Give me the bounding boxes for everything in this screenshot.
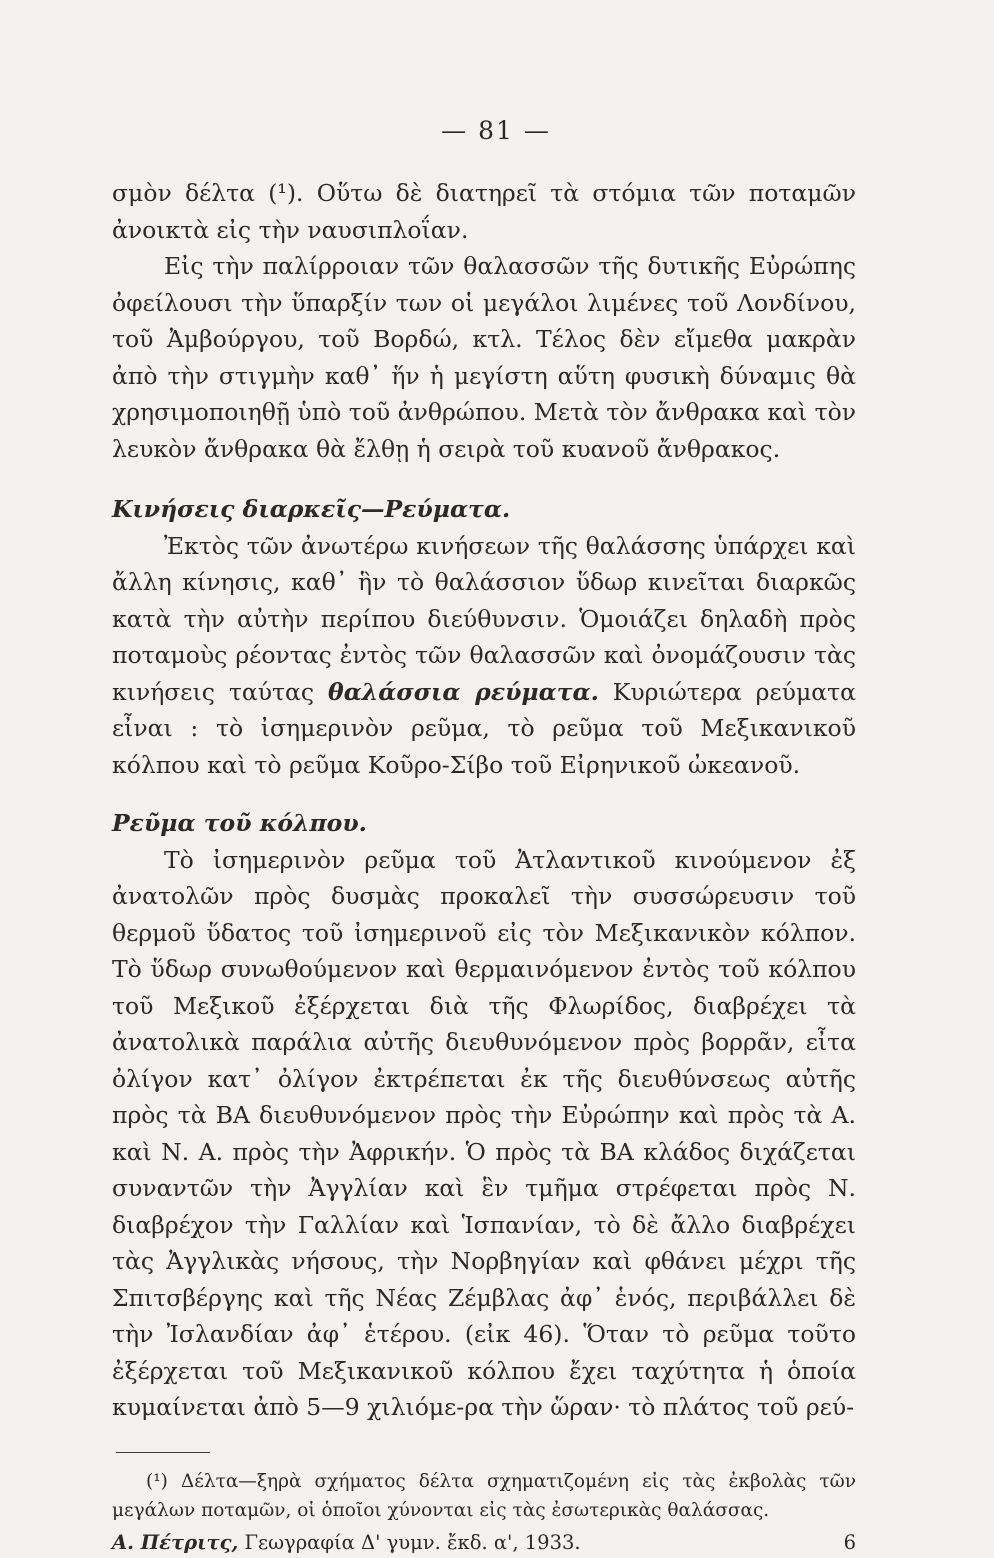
paragraph-3-part-b: Κυριώτερα ρεύματα εἶναι : τὸ ἰσημερινὸν ρεῦμα, τὸ ρεῦμα τοῦ Μεξικανικοῦ κόλπου καὶ τὸ ρεῦμα Κοῦρο-Σίβο τοῦ Εἰρηνικοῦ ὠκεανοῦ.	[112, 677, 856, 779]
paragraph-4: Τὸ ἰσημερινὸν ρεῦμα τοῦ Ἀτλαντικοῦ κινούμενον ἐξ ἀνατολῶν πρὸς δυσμὰς προκαλεῖ τὴν συσσώρευσιν τοῦ θερμοῦ ὕδατος τοῦ ἰσημερινοῦ εἰς τὸν Μεξικανικὸν κόλπον. Τὸ ὕδωρ συνωθούμενον καὶ θερμαινόμενον ἐντὸς τοῦ κόλπου τοῦ Μεξικοῦ ἐξέρχεται διὰ τῆς Φλωρίδος, διαβρέχει τὰ ἀνατολικὰ παράλια αὐτῆς διευθυνόμενον πρὸς βορρᾶν, εἶτα ὀλίγον κατ᾽ ὀλίγον ἐκτρέπεται ἐκ τῆς διευθύνσεως αὐτῆς πρὸς τὰ ΒΑ διευθυνόμενον πρὸς τὴν Εὐρώπην καὶ πρὸς τὰ Α. καὶ Ν. Α. πρὸς τὴν Ἀφρικήν. Ὁ πρὸς τὰ ΒΑ κλάδος διχάζεται συναντῶν τὴν Ἀγγλίαν καὶ ἓν τμῆμα στρέφεται πρὸς Ν. διαβρέχον τὴν Γαλλίαν καὶ Ἱσπανίαν, τὸ δὲ ἄλλο διαβρέχει τὰς Ἀγγλικὰς νήσους, τὴν Νορβηγίαν καὶ φθάνει μέχρι τῆς Σπιτσβέργης καὶ τῆς Νέας Ζέμβλας ἀφ᾽ ἑνός, περιβάλλει δὲ τὴν Ἰσλανδίαν ἀφ᾽ ἑτέρου. (εἰκ 46). Ὅταν τὸ ρεῦμα τοῦτο ἐξέρχεται τοῦ Μεξικανικοῦ κόλπου ἔχει ταχύτητα ἡ ὁποία κυμαίνεται ἀπὸ 5—9 χιλιόμε-ρα τὴν ὥραν· τὸ πλάτος τοῦ ρεύ-	[112, 845, 856, 1421]
paragraph-3-part-a: Ἐκτὸς τῶν ἀνωτέρω κινήσεων τῆς θαλάσσης ὑπάρχει καὶ ἄλλη κίνησις, καθ᾽ ἣν τὸ θαλάσσιον ὕδωρ κινεῖται διαρκῶς κατὰ τὴν αὐτὴν περίπου διεύθυνσιν. Ὁμοιάζει δηλαδὴ πρὸς ποταμοὺς ρέοντας ἐντὸς τῶν θαλασσῶν καὶ ὀνομάζουσιν τὰς κινήσεις ταύτας	[112, 531, 856, 706]
footnote-marker: (¹)	[146, 1470, 168, 1492]
section-heading-currents: Κινήσεις διαρκεῖς—Ρεύματα.	[112, 495, 511, 523]
paragraph-2: Εἰς τὴν παλίρροιαν τῶν θαλασσῶν τῆς δυτικῆς Εὐρώπης ὀφείλουσι τὴν ὕπαρξίν των οἱ μεγάλοι λιμένες τοῦ Λονδίνου, τοῦ Ἀμβούργου, τοῦ Βορδώ, κτλ. Τέλος δὲν εἴμεθα μακρὰν ἀπὸ τὴν στιγμὴν καθ᾽ ἥν ἡ μεγίστη αὕτη φυσικὴ δύναμις θὰ χρησιμοποιηθῇ ὑπὸ τοῦ ἀνθρώπου. Μετὰ τὸν ἄνθρακα καὶ τὸν λευκὸν ἄνθρακα θὰ ἔλθῃ ἡ σειρὰ τοῦ κυανοῦ ἄνθρακος.	[112, 252, 856, 463]
footnote	[112, 1467, 856, 1525]
footer-author: Α. Πέτριτς,	[112, 1530, 239, 1554]
page-content	[112, 116, 856, 1558]
footnote-divider	[116, 1452, 210, 1453]
footer-book: Γεωγραφία Δ' γυμν. ἔκδ. α', 1933.	[244, 1530, 581, 1554]
paragraph-1: σμὸν δέλτα (¹). Οὕτω δὲ διατηρεῖ τὰ στόμια τῶν ποταμῶν ἀνοικτὰ εἰς τὴν ναυσιπλοΐαν.	[112, 179, 856, 244]
paragraph-3	[112, 528, 856, 784]
footer-citation	[112, 1528, 581, 1558]
footnote-text: Δέλτα—ξηρὰ σχήματος δέλτα σχηματιζομένη εἰς τὰς ἐκβολὰς τῶν μεγάλων ποταμῶν, οἱ ὁποῖοι χύνονται εἰς τὰς ἐσωτερικὰς θαλάσσας.	[112, 1470, 856, 1521]
paragraph-3-emphasis: θαλάσσια ρεύματα.	[328, 677, 599, 706]
section-heading-gulf-stream: Ρεῦμα τοῦ κόλπου.	[112, 809, 367, 837]
footer-signature: 6	[843, 1530, 856, 1554]
page-number: — 81 —	[441, 116, 551, 145]
page-footer	[112, 1528, 856, 1558]
